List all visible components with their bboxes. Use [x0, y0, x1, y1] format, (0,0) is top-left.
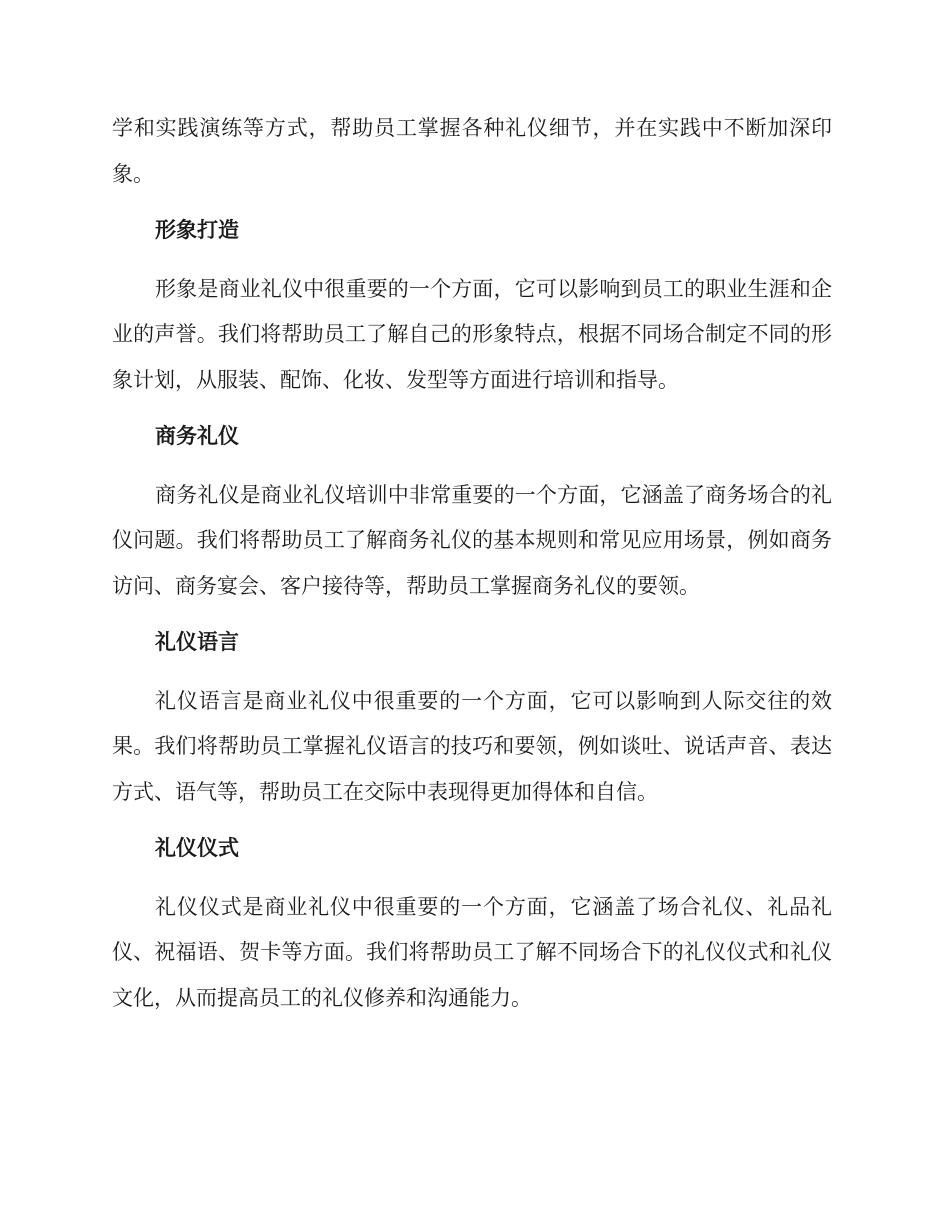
intro-continuation-paragraph: 学和实践演练等方式，帮助员工掌握各种礼仪细节，并在实践中不断加深印象。 — [112, 116, 832, 186]
section-image — [112, 208, 832, 403]
document-page — [112, 106, 832, 1021]
section-paragraph: 形象是商业礼仪中很重要的一个方面，它可以影响到员工的职业生涯和企业的声誉。我们将帮助员工了解自己的形象特点，根据不同场合制定不同的形象计划，从服装、配饰、化妆、发型等方面进行培训和指导。 — [112, 276, 832, 392]
section-paragraph: 礼仪仪式是商业礼仪中很重要的一个方面，它涵盖了场合礼仪、礼品礼仪、祝福语、贺卡等方面。我们将帮助员工了解不同场合下的礼仪仪式和礼仪文化，从而提高员工的礼仪修养和沟通能力。 — [112, 894, 832, 1010]
section-paragraph: 礼仪语言是商业礼仪中很重要的一个方面，它可以影响到人际交往的效果。我们将帮助员工掌握礼仪语言的技巧和要领，例如谈吐、说话声音、表达方式、语气等，帮助员工在交际中表现得更加得体和自信。 — [112, 688, 832, 804]
section-business-etiquette — [112, 414, 832, 609]
section-etiquette-ceremony — [112, 826, 832, 1021]
section-heading: 形象打造 — [155, 218, 239, 242]
section-etiquette-language — [112, 620, 832, 815]
section-paragraph: 商务礼仪是商业礼仪培训中非常重要的一个方面，它涵盖了商务场合的礼仪问题。我们将帮助员工了解商务礼仪的基本规则和常见应用场景，例如商务访问、商务宴会、客户接待等，帮助员工掌握商务礼仪的要领。 — [112, 482, 832, 598]
section-heading: 礼仪仪式 — [155, 836, 239, 860]
section-heading: 礼仪语言 — [155, 630, 239, 654]
section-heading: 商务礼仪 — [155, 424, 239, 448]
